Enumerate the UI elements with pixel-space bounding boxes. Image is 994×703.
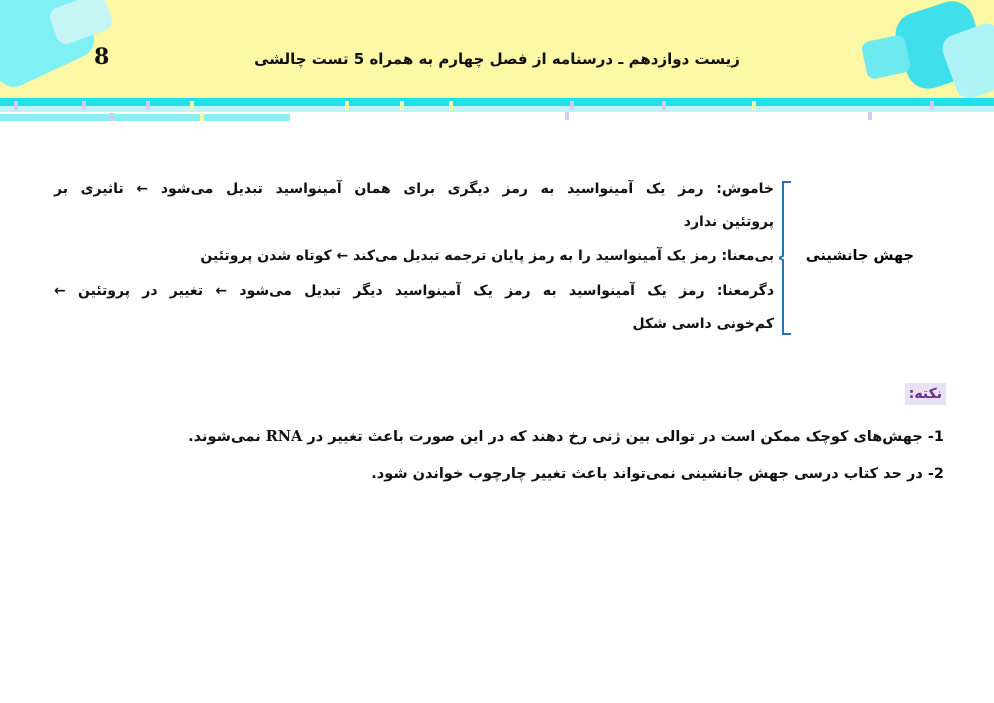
item-text: رمز یک آمینواسید را به رمز پایان ترجمه تبدیل می‌کند ← کوتاه شدن پروتئین <box>200 248 717 264</box>
page-header <box>0 0 994 100</box>
item-text: کم‌خونی داسی شکل <box>632 316 774 332</box>
bracket-brace <box>779 180 799 336</box>
note-item-1 <box>188 428 944 445</box>
header-tick <box>190 101 194 110</box>
item-missense-line1 <box>54 283 774 299</box>
item-missense-line2 <box>54 316 774 332</box>
header-tick <box>565 112 569 120</box>
item-text: رمز یک آمینواسید به رمز دیگری برای همان آمینواسید تبدیل می‌شود ← تاثیری بر <box>54 181 704 197</box>
header-tick <box>930 101 934 110</box>
header-tick <box>400 101 404 110</box>
page-title: زیست دوازدهم ـ درسنامه از فصل چهارم به همراه 5 تست چالشی <box>254 50 740 68</box>
header-tick <box>449 101 453 110</box>
note-text: جهش‌های کوچک ممکن است در توالی بین ژنی رخ دهند که در این صورت باعث تغییر در <box>307 429 923 445</box>
header-tick <box>570 101 574 110</box>
item-silent-line1 <box>54 181 774 197</box>
item-text: رمز یک آمینواسید به رمز یک آمینواسید دیگر تبدیل می‌شود ← تغییر در پروتئین ← <box>54 283 705 299</box>
header-tick <box>146 101 150 110</box>
note-text: در حد کتاب درسی جهش جانشینی نمی‌تواند باعث تغییر چارچوب خواندن شود. <box>371 466 923 482</box>
header-tick <box>82 101 86 110</box>
header-tick <box>345 101 349 110</box>
item-term: بی‌معنا: <box>721 248 774 264</box>
page-number: 8 <box>94 44 110 70</box>
group-label-substitution: جهش جانشینی <box>805 248 914 264</box>
item-term: خاموش: <box>716 181 775 197</box>
item-term: دگرمعنا: <box>716 283 775 299</box>
note-item-2 <box>371 466 944 482</box>
note-number: 2- <box>927 466 944 482</box>
header-tick <box>110 113 114 121</box>
item-nonsense-line1 <box>54 248 774 264</box>
header-tick <box>868 112 872 120</box>
item-silent-line2 <box>54 214 774 230</box>
header-tick <box>200 113 204 121</box>
header-tick <box>662 101 666 110</box>
decorative-shape-right-3 <box>861 34 912 80</box>
note-number: 1- <box>927 429 944 445</box>
header-tick <box>14 101 18 110</box>
item-text: پروتئین ندارد <box>683 214 774 230</box>
header-tick <box>752 101 756 110</box>
header-stripe-thin <box>0 114 994 121</box>
note-rna-term: RNA <box>265 428 303 445</box>
note-tag: نکته: <box>905 383 946 405</box>
note-text: نمی‌شوند. <box>188 429 261 445</box>
